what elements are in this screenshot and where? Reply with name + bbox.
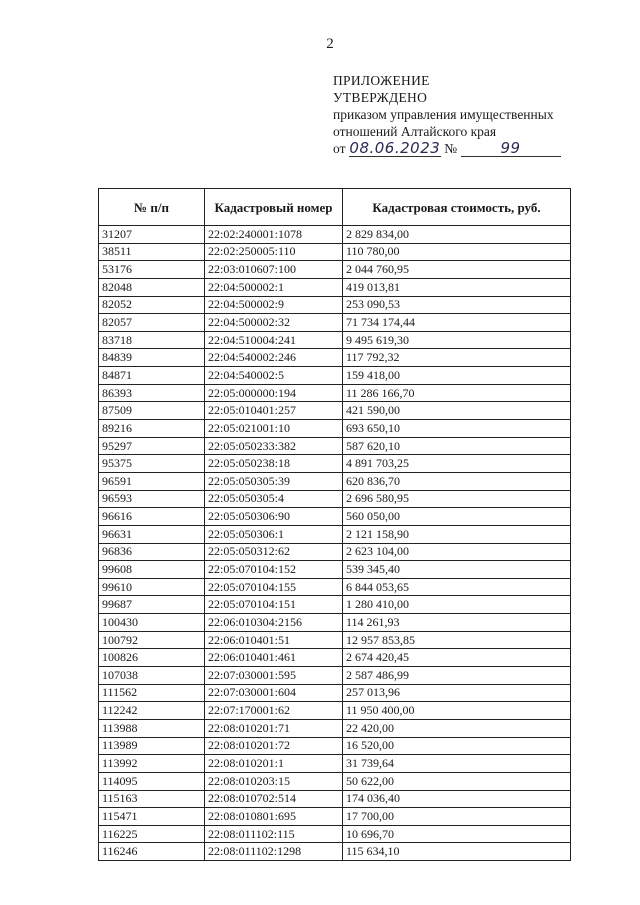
cadastral-value-cell: 560 050,00 — [343, 508, 571, 526]
cadastral-number-cell: 22:06:010401:461 — [205, 649, 343, 667]
cadastral-value-cell: 10 696,70 — [343, 825, 571, 843]
cadastral-value-cell: 50 622,00 — [343, 772, 571, 790]
row-index-cell: 95297 — [99, 437, 205, 455]
cadastral-number-cell: 22:02:250005:110 — [205, 243, 343, 261]
table-row — [99, 825, 571, 843]
row-index-cell: 83718 — [99, 331, 205, 349]
date-prefix: от — [333, 141, 346, 156]
cadastral-number-cell: 22:08:011102:115 — [205, 825, 343, 843]
row-index-cell: 116225 — [99, 825, 205, 843]
column-header-cadastral-number: Кадастровый номер — [205, 189, 343, 226]
row-index-cell: 96836 — [99, 543, 205, 561]
cadastral-number-cell: 22:05:050306:90 — [205, 508, 343, 526]
row-index-cell: 82052 — [99, 296, 205, 314]
table-header-row — [99, 189, 571, 226]
table-row — [99, 631, 571, 649]
row-index-cell: 116246 — [99, 843, 205, 861]
cadastral-value-cell: 4 891 703,25 — [343, 455, 571, 473]
row-index-cell: 84871 — [99, 367, 205, 385]
table-row — [99, 349, 571, 367]
cadastral-value-cell: 71 734 174,44 — [343, 314, 571, 332]
approved-title: УТВЕРЖДЕНО — [333, 90, 428, 105]
row-index-cell: 100826 — [99, 649, 205, 667]
cadastral-value-cell: 2 829 834,00 — [343, 226, 571, 244]
table-row — [99, 384, 571, 402]
cadastral-number-cell: 22:04:500002:9 — [205, 296, 343, 314]
table-row — [99, 684, 571, 702]
cadastral-number-cell: 22:03:010607:100 — [205, 261, 343, 279]
table-row — [99, 314, 571, 332]
row-index-cell: 113989 — [99, 737, 205, 755]
cadastral-value-cell: 693 650,10 — [343, 420, 571, 438]
cadastral-number-cell: 22:05:050306:1 — [205, 525, 343, 543]
cadastral-value-cell: 620 836,70 — [343, 472, 571, 490]
column-header-index: № п/п — [99, 189, 205, 226]
table-row — [99, 790, 571, 808]
table-row — [99, 455, 571, 473]
row-index-cell: 84839 — [99, 349, 205, 367]
cadastral-number-cell: 22:04:510004:241 — [205, 331, 343, 349]
order-issuer-line1: приказом управления имущественных — [333, 107, 554, 122]
table-row — [99, 543, 571, 561]
cadastral-number-cell: 22:05:070104:155 — [205, 578, 343, 596]
cadastral-number-cell: 22:05:070104:151 — [205, 596, 343, 614]
table-row — [99, 490, 571, 508]
cadastral-number-cell: 22:05:050238:18 — [205, 455, 343, 473]
row-index-cell: 96631 — [99, 525, 205, 543]
cadastral-number-cell: 22:05:050305:4 — [205, 490, 343, 508]
cadastral-number-cell: 22:07:030001:595 — [205, 667, 343, 685]
cadastral-number-cell: 22:05:050305:39 — [205, 472, 343, 490]
appendix-title: ПРИЛОЖЕНИЕ — [333, 73, 430, 88]
table-row — [99, 596, 571, 614]
cadastral-number-cell: 22:07:170001:62 — [205, 702, 343, 720]
row-index-cell: 99608 — [99, 561, 205, 579]
table-row — [99, 243, 571, 261]
row-index-cell: 107038 — [99, 667, 205, 685]
cadastral-value-cell: 419 013,81 — [343, 278, 571, 296]
cadastral-value-cell: 539 345,40 — [343, 561, 571, 579]
table-row — [99, 367, 571, 385]
row-index-cell: 112242 — [99, 702, 205, 720]
cadastral-value-cell: 12 957 853,85 — [343, 631, 571, 649]
table-row — [99, 472, 571, 490]
cadastral-number-cell: 22:05:070104:152 — [205, 561, 343, 579]
table-row — [99, 420, 571, 438]
cadastral-number-cell: 22:04:540002:246 — [205, 349, 343, 367]
table-row — [99, 437, 571, 455]
cadastral-value-cell: 253 090,53 — [343, 296, 571, 314]
cadastral-value-cell: 174 036,40 — [343, 790, 571, 808]
row-index-cell: 95375 — [99, 455, 205, 473]
row-index-cell: 38511 — [99, 243, 205, 261]
table-row — [99, 402, 571, 420]
cadastral-number-cell: 22:08:010801:695 — [205, 808, 343, 826]
cadastral-value-cell: 421 590,00 — [343, 402, 571, 420]
row-index-cell: 82048 — [99, 278, 205, 296]
table-row — [99, 278, 571, 296]
row-index-cell: 31207 — [99, 226, 205, 244]
row-index-cell: 53176 — [99, 261, 205, 279]
table-row — [99, 772, 571, 790]
cadastral-value-cell: 115 634,10 — [343, 843, 571, 861]
cadastral-number-cell: 22:08:010201:72 — [205, 737, 343, 755]
table-row — [99, 525, 571, 543]
cadastral-number-cell: 22:04:500002:32 — [205, 314, 343, 332]
table-row — [99, 808, 571, 826]
row-index-cell: 96591 — [99, 472, 205, 490]
cadastral-value-cell: 22 420,00 — [343, 719, 571, 737]
cadastral-number-cell: 22:05:021001:10 — [205, 420, 343, 438]
row-index-cell: 89216 — [99, 420, 205, 438]
cadastral-value-cell: 159 418,00 — [343, 367, 571, 385]
table-row — [99, 737, 571, 755]
cadastral-value-cell: 16 520,00 — [343, 737, 571, 755]
cadastral-value-cell: 114 261,93 — [343, 614, 571, 632]
row-index-cell: 99687 — [99, 596, 205, 614]
cadastral-value-cell: 117 792,32 — [343, 349, 571, 367]
cadastral-number-cell: 22:08:010201:71 — [205, 719, 343, 737]
cadastral-value-table — [98, 188, 571, 861]
row-index-cell: 87509 — [99, 402, 205, 420]
cadastral-value-cell: 110 780,00 — [343, 243, 571, 261]
cadastral-value-cell: 2 121 158,90 — [343, 525, 571, 543]
cadastral-value-cell: 11 950 400,00 — [343, 702, 571, 720]
cadastral-number-cell: 22:06:010401:51 — [205, 631, 343, 649]
row-index-cell: 96616 — [99, 508, 205, 526]
row-index-cell: 100792 — [99, 631, 205, 649]
cadastral-value-cell: 2 044 760,95 — [343, 261, 571, 279]
table-row — [99, 261, 571, 279]
table-row — [99, 649, 571, 667]
order-date: 08.06.2023 — [349, 139, 441, 157]
cadastral-value-cell: 31 739,64 — [343, 755, 571, 773]
row-index-cell: 115471 — [99, 808, 205, 826]
cadastral-number-cell: 22:08:010702:514 — [205, 790, 343, 808]
order-issuer-line2: отношений Алтайского края — [333, 124, 497, 139]
table-body — [99, 226, 571, 861]
cadastral-value-cell: 2 696 580,95 — [343, 490, 571, 508]
table-row — [99, 331, 571, 349]
cadastral-value-cell: 1 280 410,00 — [343, 596, 571, 614]
cadastral-value-cell: 11 286 166,70 — [343, 384, 571, 402]
cadastral-number-cell: 22:08:011102:1298 — [205, 843, 343, 861]
row-index-cell: 114095 — [99, 772, 205, 790]
cadastral-number-cell: 22:04:500002:1 — [205, 278, 343, 296]
table-row — [99, 702, 571, 720]
row-index-cell: 96593 — [99, 490, 205, 508]
cadastral-number-cell: 22:08:010201:1 — [205, 755, 343, 773]
column-header-cadastral-value: Кадастровая стоимость, руб. — [343, 189, 571, 226]
row-index-cell: 113988 — [99, 719, 205, 737]
cadastral-value-cell: 2 674 420,45 — [343, 649, 571, 667]
table-row — [99, 614, 571, 632]
row-index-cell: 86393 — [99, 384, 205, 402]
cadastral-value-cell: 9 495 619,30 — [343, 331, 571, 349]
cadastral-number-cell: 22:05:000000:194 — [205, 384, 343, 402]
cadastral-value-cell: 2 623 104,00 — [343, 543, 571, 561]
page-number: 2 — [326, 36, 334, 52]
row-index-cell: 100430 — [99, 614, 205, 632]
table-row — [99, 719, 571, 737]
table-row — [99, 578, 571, 596]
approval-header — [333, 72, 633, 158]
cadastral-value-cell: 587 620,10 — [343, 437, 571, 455]
row-index-cell: 113992 — [99, 755, 205, 773]
table-row — [99, 843, 571, 861]
table-row — [99, 508, 571, 526]
order-number: 99 — [461, 141, 561, 157]
cadastral-value-cell: 17 700,00 — [343, 808, 571, 826]
cadastral-number-cell: 22:04:540002:5 — [205, 367, 343, 385]
row-index-cell: 99610 — [99, 578, 205, 596]
cadastral-number-cell: 22:06:010304:2156 — [205, 614, 343, 632]
cadastral-number-cell: 22:05:010401:257 — [205, 402, 343, 420]
order-date-number-line — [333, 140, 633, 158]
table-row — [99, 755, 571, 773]
cadastral-number-cell: 22:05:050233:382 — [205, 437, 343, 455]
cadastral-number-cell: 22:07:030001:604 — [205, 684, 343, 702]
table-row — [99, 667, 571, 685]
cadastral-value-cell: 2 587 486,99 — [343, 667, 571, 685]
cadastral-number-cell: 22:05:050312:62 — [205, 543, 343, 561]
cadastral-value-cell: 6 844 053,65 — [343, 578, 571, 596]
row-index-cell: 115163 — [99, 790, 205, 808]
row-index-cell: 82057 — [99, 314, 205, 332]
cadastral-number-cell: 22:02:240001:1078 — [205, 226, 343, 244]
table-row — [99, 296, 571, 314]
cadastral-number-cell: 22:08:010203:15 — [205, 772, 343, 790]
table-row — [99, 226, 571, 244]
table-row — [99, 561, 571, 579]
cadastral-value-cell: 257 013,96 — [343, 684, 571, 702]
number-prefix: № — [444, 141, 458, 156]
row-index-cell: 111562 — [99, 684, 205, 702]
